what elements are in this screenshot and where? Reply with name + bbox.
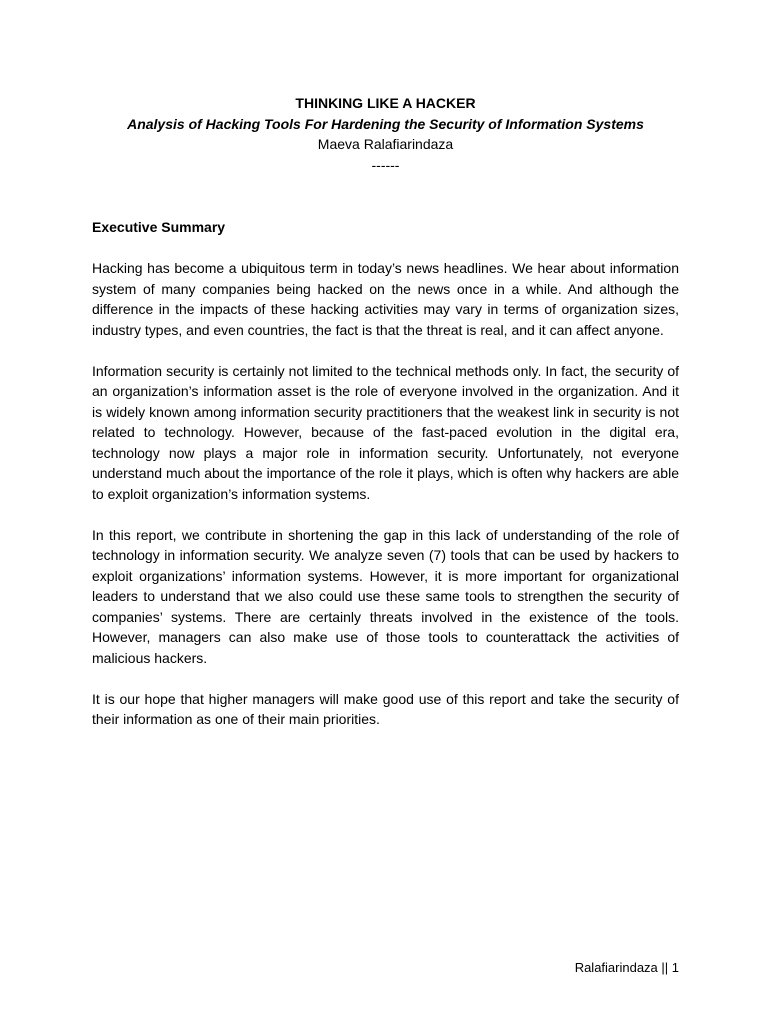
paragraph-3: In this report, we contribute in shortening the gap in this lack of understanding of the role of technology in information security. We analyze seven (7) tools that can be used by hackers to exploit organizations’ information systems. However, it is more important for organizational leaders to understand that we also could use these same tools to strengthen the security of companies’ systems. There are certainly threats involved in the existence of the tools. However, managers can also make use of those tools to counterattack the activities of malicious hackers. xyxy=(92,526,679,666)
document-author: Maeva Ralafiarindaza xyxy=(317,136,454,152)
document-subtitle: Analysis of Hacking Tools For Hardening the Security of Information Systems xyxy=(127,115,644,132)
title-block xyxy=(92,93,679,175)
section-heading: Executive Summary xyxy=(92,219,226,235)
paragraph-2: Information security is certainly not limited to the technical methods only. In fact, the security of an organization’s information asset is the role of everyone involved in the organization. And it is widely known among information security practitioners that the weakest link in security is not related to technology. However, because of the fast-paced evolution in the digital era, technology now plays a major role in information security. Unfortunately, not everyone understand much about the importance of the role it plays, which is often why hackers are able to exploit organization’s information systems. xyxy=(92,362,679,502)
title-separator: ------ xyxy=(371,156,400,173)
page-footer: Ralafiarindaza || 1 xyxy=(574,960,679,975)
document-title: THINKING LIKE A HACKER xyxy=(295,95,476,111)
document-body xyxy=(92,217,679,750)
paragraph-1: Hacking has become a ubiquitous term in today’s news headlines. We hear about information system of many companies being hacked on the news once in a while. And although the difference in the impacts of these hacking activities may vary in terms of organization sizes, industry types, and even countries, the fact is that the threat is real, and it can affect anyone. xyxy=(92,260,679,338)
paragraph-4: It is our hope that higher managers will make good use of this report and take the security of their information as one of their main priorities. xyxy=(92,690,679,727)
